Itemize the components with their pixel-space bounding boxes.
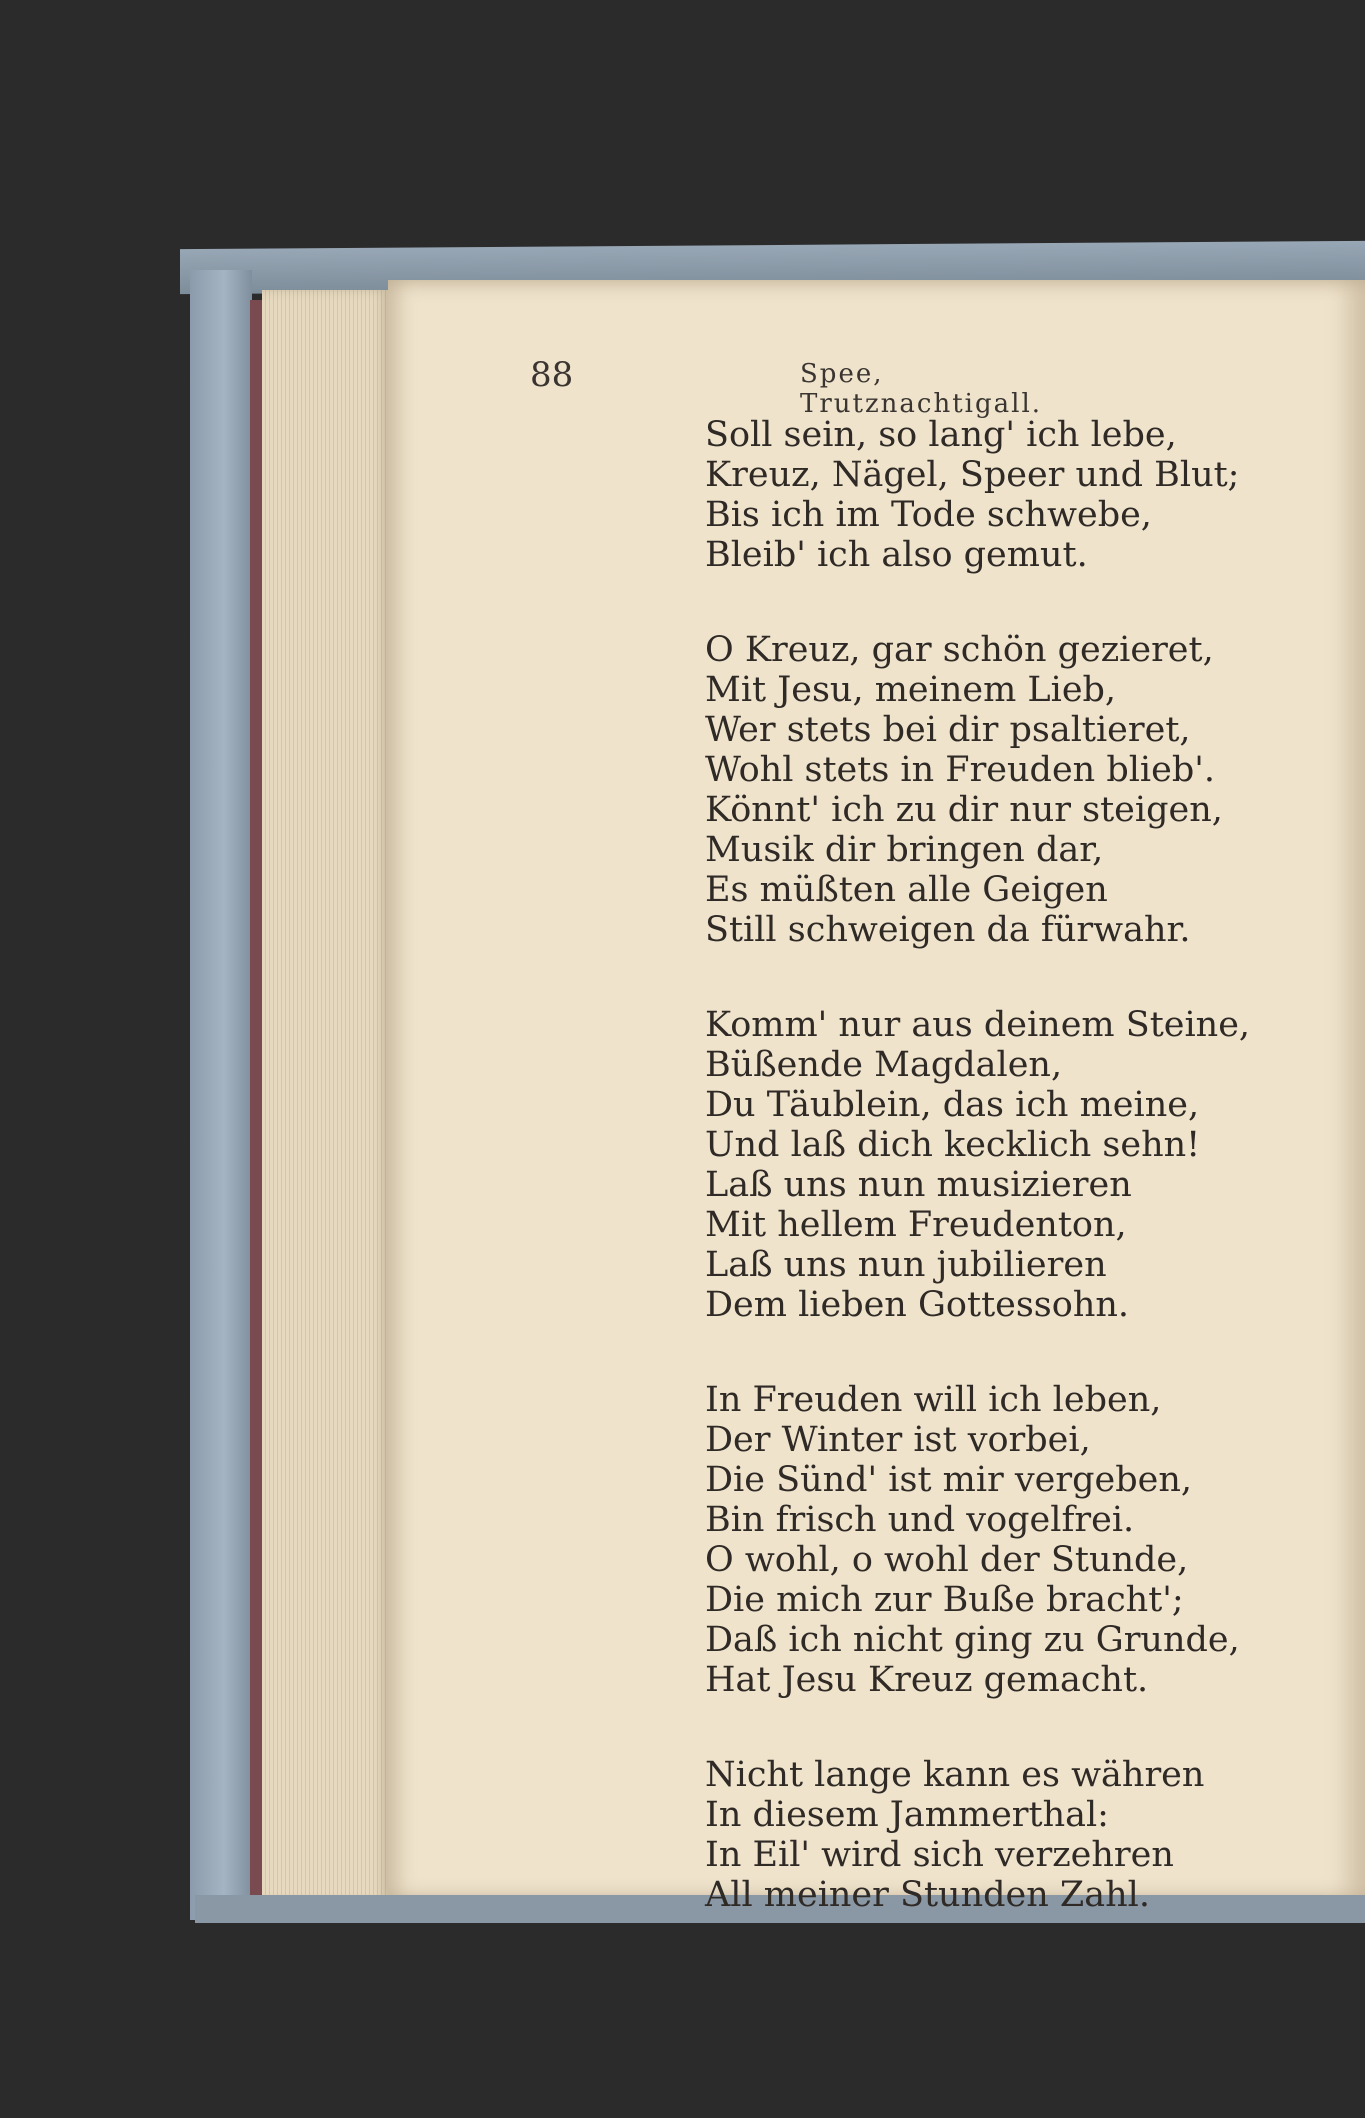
poem bbox=[705, 415, 1325, 1970]
poem-line: Still schweigen da fürwahr. bbox=[705, 910, 1191, 950]
poem-line: In Freuden will ich leben, bbox=[705, 1380, 1162, 1420]
stanza bbox=[705, 1005, 1325, 1325]
poem-line: In Eil' wird sich verzehren bbox=[705, 1835, 1174, 1875]
poem-line: Nicht lange kann es währen bbox=[705, 1755, 1205, 1795]
poem-line: All meiner Stunden Zahl. bbox=[705, 1875, 1150, 1915]
poem-line: Bis ich im Tode schwebe, bbox=[705, 495, 1152, 535]
page-stack-edges bbox=[262, 290, 390, 1902]
poem-line: Laß uns nun musizieren bbox=[705, 1165, 1132, 1205]
poem-line: Bin frisch und vogelfrei. bbox=[705, 1500, 1135, 1540]
poem-line: Könnt' ich zu dir nur steigen, bbox=[705, 790, 1223, 830]
poem-line: Mit hellem Freudenton, bbox=[705, 1205, 1127, 1245]
poem-line: Du Täublein, das ich meine, bbox=[705, 1085, 1200, 1125]
poem-line: Laß uns nun jubilieren bbox=[705, 1245, 1107, 1285]
poem-line: Büßende Magdalen, bbox=[705, 1045, 1063, 1085]
running-head: Spee, Trutznachtigall. bbox=[800, 359, 1043, 419]
poem-line: Wer stets bei dir psaltieret, bbox=[705, 710, 1191, 750]
poem-line: Soll sein, so lang' ich lebe, bbox=[705, 415, 1177, 455]
poem-line: Die mich zur Buße bracht'; bbox=[705, 1580, 1184, 1620]
poem-line: Daß ich nicht ging zu Grunde, bbox=[705, 1620, 1240, 1660]
poem-line: Kreuz, Nägel, Speer und Blut; bbox=[705, 455, 1240, 495]
poem-line: Die Sünd' ist mir vergeben, bbox=[705, 1460, 1193, 1500]
stanza bbox=[705, 415, 1325, 575]
poem-line: Bleib' ich also gemut. bbox=[705, 535, 1088, 575]
poem-line: Musik dir bringen dar, bbox=[705, 830, 1104, 870]
poem-line: O Kreuz, gar schön gezieret, bbox=[705, 630, 1214, 670]
poem-line: In diesem Jammerthal: bbox=[705, 1795, 1109, 1835]
book-cover-left-edge bbox=[190, 270, 252, 1920]
page-number: 88 bbox=[530, 355, 574, 395]
poem-line: O wohl, o wohl der Stunde, bbox=[705, 1540, 1189, 1580]
stanza bbox=[705, 1380, 1325, 1700]
poem-line: Der Winter ist vorbei, bbox=[705, 1420, 1091, 1460]
poem-line: Mit Jesu, meinem Lieb, bbox=[705, 670, 1117, 710]
poem-line: Dem lieben Gottessohn. bbox=[705, 1285, 1130, 1325]
poem-line: Und laß dich kecklich sehn! bbox=[705, 1125, 1201, 1165]
stanza bbox=[705, 630, 1325, 950]
stanza bbox=[705, 1755, 1325, 1915]
poem-line: Komm' nur aus deinem Steine, bbox=[705, 1005, 1251, 1045]
poem-line: Hat Jesu Kreuz gemacht. bbox=[705, 1660, 1149, 1700]
page-header bbox=[530, 355, 1130, 419]
poem-line: Wohl stets in Freuden blieb'. bbox=[705, 750, 1215, 790]
poem-line: Es müßten alle Geigen bbox=[705, 870, 1108, 910]
